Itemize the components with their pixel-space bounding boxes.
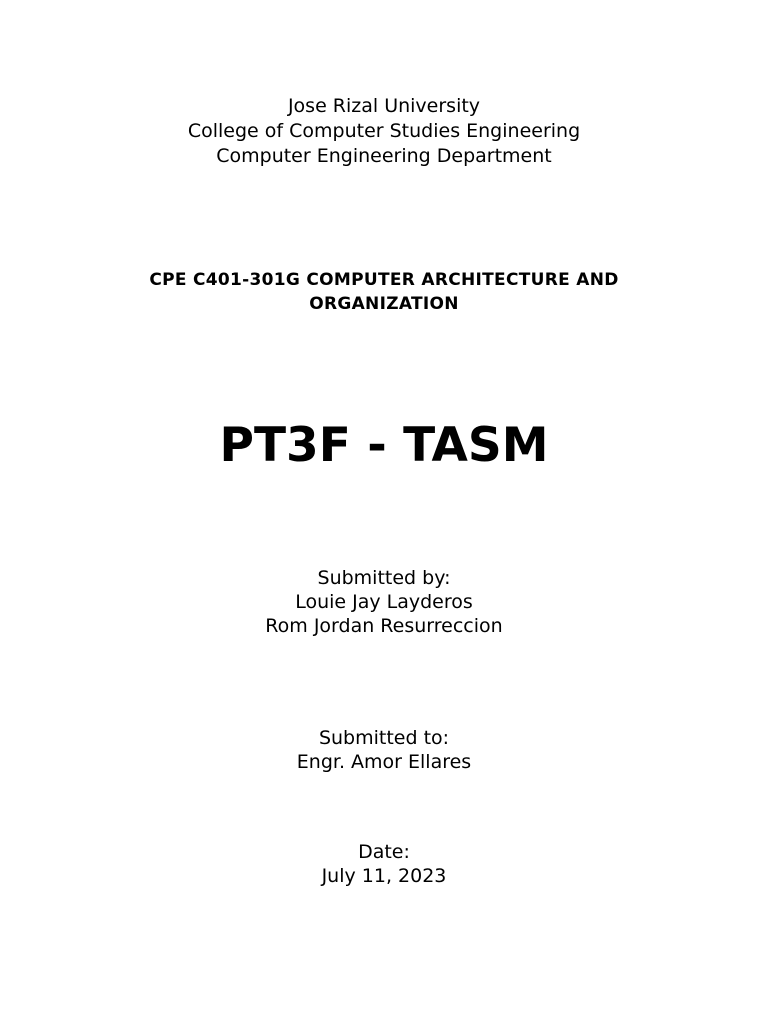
course-title-line-1: CPE C401-301G COMPUTER ARCHITECTURE AND — [149, 270, 619, 290]
date-value: July 11, 2023 — [321, 865, 447, 887]
document-title — [0, 418, 768, 474]
date-section — [0, 840, 768, 888]
submitter-name: Rom Jordan Resurreccion — [265, 615, 503, 637]
institution-header — [0, 94, 768, 169]
submitted-by-label: Submitted by: — [317, 567, 451, 589]
document-title-text: PT3F - TASM — [219, 418, 549, 473]
submitted-to-section — [0, 726, 768, 774]
submitted-to-label: Submitted to: — [318, 727, 450, 749]
college-name: College of Computer Studies Engineering — [187, 120, 581, 142]
submitter-name: Louie Jay Layderos — [295, 591, 473, 613]
submitted-by-section — [0, 566, 768, 638]
department-name: Computer Engineering Department — [216, 145, 552, 167]
course-title-line-2: ORGANIZATION — [309, 294, 459, 314]
university-name: Jose Rizal University — [287, 95, 481, 117]
instructor-name: Engr. Amor Ellares — [296, 751, 472, 773]
date-label: Date: — [358, 841, 410, 863]
course-title — [0, 268, 768, 316]
